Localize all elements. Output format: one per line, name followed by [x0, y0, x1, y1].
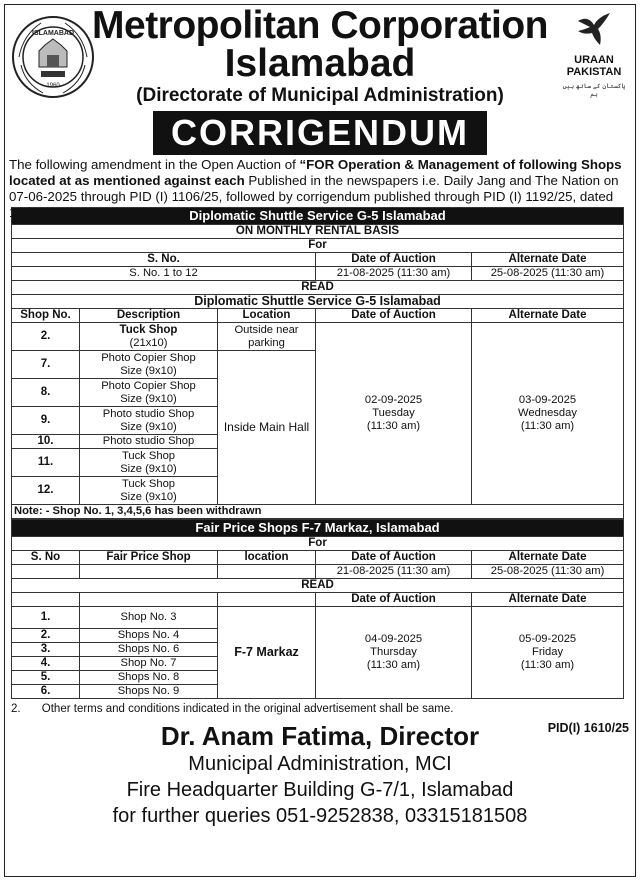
signature-line3: for further queries 051-9252838, 03315181508: [112, 805, 528, 827]
shop-desc: Photo studio Shop: [80, 435, 218, 449]
shop-desc: Photo Copier Shop: [101, 379, 196, 392]
fp-auction-cell: [316, 607, 472, 699]
intro-part1: The following amendment in the Open Auction of: [9, 157, 300, 172]
col-date: Date of Auction: [316, 253, 472, 267]
shop-desc: Photo Copier Shop: [101, 351, 196, 364]
subtitle: (Directorate of Municipal Administration): [136, 85, 504, 106]
empty-cell: [80, 565, 218, 579]
title-line2: Islamabad: [224, 42, 416, 85]
col-alt: Alternate Date: [472, 551, 624, 565]
fp-auction-day: Thursday: [370, 646, 417, 658]
uraan-tagline: پاکستان کے ساتھ ہیں ہم: [562, 83, 626, 98]
section2-read: READ: [12, 579, 624, 593]
alternate-date-cell: [472, 323, 624, 505]
col-sno: S. No: [12, 551, 80, 565]
fp-name: Shop No. 3: [80, 607, 218, 629]
shop-no: 7.: [12, 351, 80, 379]
col2-alt: Alternate Date: [472, 309, 624, 323]
footnote-text: Other terms and conditions indicated in the original advertisement shall be same.: [41, 703, 454, 715]
row-date: 21-08-2025 (11:30 am): [316, 267, 472, 281]
col-sno: S. No.: [12, 253, 316, 267]
fp-alternate-cell: [472, 607, 624, 699]
empty-cell: [218, 593, 316, 607]
fp-no: 6.: [12, 685, 80, 699]
section2-for: For: [12, 537, 624, 551]
banner-wrap: [5, 109, 635, 157]
fp-auction-date: 04-09-2025: [364, 633, 423, 645]
title-line1: Metropolitan Corporation: [92, 4, 548, 47]
shop-desc: Tuck Shop: [121, 449, 176, 462]
col2-date: Date of Auction: [316, 309, 472, 323]
shop-no: 11.: [12, 449, 80, 477]
uraan-logo: [559, 11, 629, 106]
alternate-day: Wednesday: [518, 407, 577, 419]
section1-read-title: Diplomatic Shuttle Service G-5 Islamabad: [12, 295, 624, 309]
col-date: Date of Auction: [316, 551, 472, 565]
fp-no: 1.: [12, 607, 80, 629]
intro-part2: “FOR Operation & Management of following Shops located at as mentioned against each: [9, 157, 622, 188]
shop-size: Size (9x10): [120, 392, 177, 405]
col2-shop: Shop No.: [12, 309, 80, 323]
section1-table: [11, 207, 624, 519]
empty-cell: [218, 565, 316, 579]
shop-size: Size (9x10): [120, 490, 177, 503]
fp-auction-time: (11:30 am): [366, 659, 421, 671]
fp-no: 3.: [12, 643, 80, 657]
table-row: [12, 607, 624, 629]
col2-alt: Alternate Date: [472, 593, 624, 607]
signature-line1: Municipal Administration, MCI: [188, 753, 452, 775]
auction-day: Tuesday: [372, 407, 415, 419]
director-name: Dr. Anam Fatima, Director: [160, 721, 480, 751]
auction-time: (11:30 am): [366, 420, 421, 432]
empty-cell: [80, 593, 218, 607]
shop-desc: Tuck Shop: [119, 323, 178, 336]
auction-date-cell: [316, 323, 472, 505]
fp-alternate-day: Friday: [531, 646, 564, 658]
fp-alternate-time: (11:30 am): [520, 659, 575, 671]
section1-basis: ON MONTHLY RENTAL BASIS: [12, 225, 624, 239]
uraan-text: URAAN PAKISTAN: [566, 54, 622, 78]
footnote-num: 2.: [11, 703, 21, 715]
advertisement-page: [4, 4, 636, 877]
withdrawn-note: Note: - Shop No. 1, 3,4,5,6 has been withdrawn: [12, 505, 624, 519]
fp-no: 5.: [12, 671, 80, 685]
shop-size: Size (9x10): [120, 364, 177, 377]
corrigendum-banner: CORRIGENDUM: [153, 111, 487, 155]
shop-no: 2.: [12, 323, 80, 351]
location-outside: Outside near parking: [218, 323, 316, 351]
shop-no: 12.: [12, 477, 80, 505]
fp-name: Shops No. 8: [80, 671, 218, 685]
shop-desc: Photo studio Shop: [102, 407, 195, 420]
auction-date: 02-09-2025: [364, 394, 423, 406]
location-inside: Inside Main Hall: [218, 351, 316, 505]
fp-alternate-date: 05-09-2025: [518, 633, 577, 645]
section2-title: Fair Price Shops F-7 Markaz, Islamabad: [12, 520, 624, 537]
empty-cell: [12, 565, 80, 579]
alternate-date: 03-09-2025: [518, 394, 577, 406]
row-sno: S. No. 1 to 12: [12, 267, 316, 281]
shop-size: (21x10): [129, 336, 168, 349]
fp-name: Shops No. 6: [80, 643, 218, 657]
bird-icon: [574, 11, 614, 49]
fp-name: Shop No. 7: [80, 657, 218, 671]
signature-block: [5, 719, 635, 849]
section1-title: Diplomatic Shuttle Service G-5 Islamabad: [12, 208, 624, 225]
shop-size: Size (9x10): [120, 420, 177, 433]
col-shop: Fair Price Shop: [80, 551, 218, 565]
signature-line2: Fire Headquarter Building G-7/1, Islamabad: [126, 779, 514, 801]
fp-location: F-7 Markaz: [218, 607, 316, 699]
section2-table: [11, 519, 624, 699]
col-alt: Alternate Date: [472, 253, 624, 267]
intro-part3: Published in the newspapers i.e. Daily Jang and The Nation on 07-06-2025 through PID (I) 1106/25, followed by corrigendum published through PID (I) 1192/25, dated 10th August 24, 2025 may be made: [9, 173, 619, 220]
header: [5, 5, 635, 109]
seal-year: 1960: [46, 83, 60, 89]
col2-desc: Description: [80, 309, 218, 323]
shop-no: 8.: [12, 379, 80, 407]
table-row: [12, 323, 624, 351]
fp-name: Shops No. 4: [80, 629, 218, 643]
fp-no: 4.: [12, 657, 80, 671]
section1-for: For: [12, 239, 624, 253]
row-alt: 25-08-2025 (11:30 am): [472, 565, 624, 579]
shop-size: Size (9x10): [120, 462, 177, 475]
shop-no: 10.: [12, 435, 80, 449]
fp-name: Shops No. 9: [80, 685, 218, 699]
seal-text: ISLAMABAD: [32, 30, 74, 37]
shop-desc: Tuck Shop: [121, 477, 176, 490]
shop-no: 9.: [12, 407, 80, 435]
row-alt: 25-08-2025 (11:30 am): [472, 267, 624, 281]
pid-number: PID(I) 1610/25: [547, 721, 629, 735]
fp-no: 2.: [12, 629, 80, 643]
alternate-time: (11:30 am): [520, 420, 575, 432]
col-location: location: [218, 551, 316, 565]
col2-loc: Location: [218, 309, 316, 323]
footnote: [11, 703, 635, 719]
section1-read: READ: [12, 281, 624, 295]
row-date: 21-08-2025 (11:30 am): [316, 565, 472, 579]
empty-cell: [12, 593, 80, 607]
col2-date: Date of Auction: [316, 593, 472, 607]
